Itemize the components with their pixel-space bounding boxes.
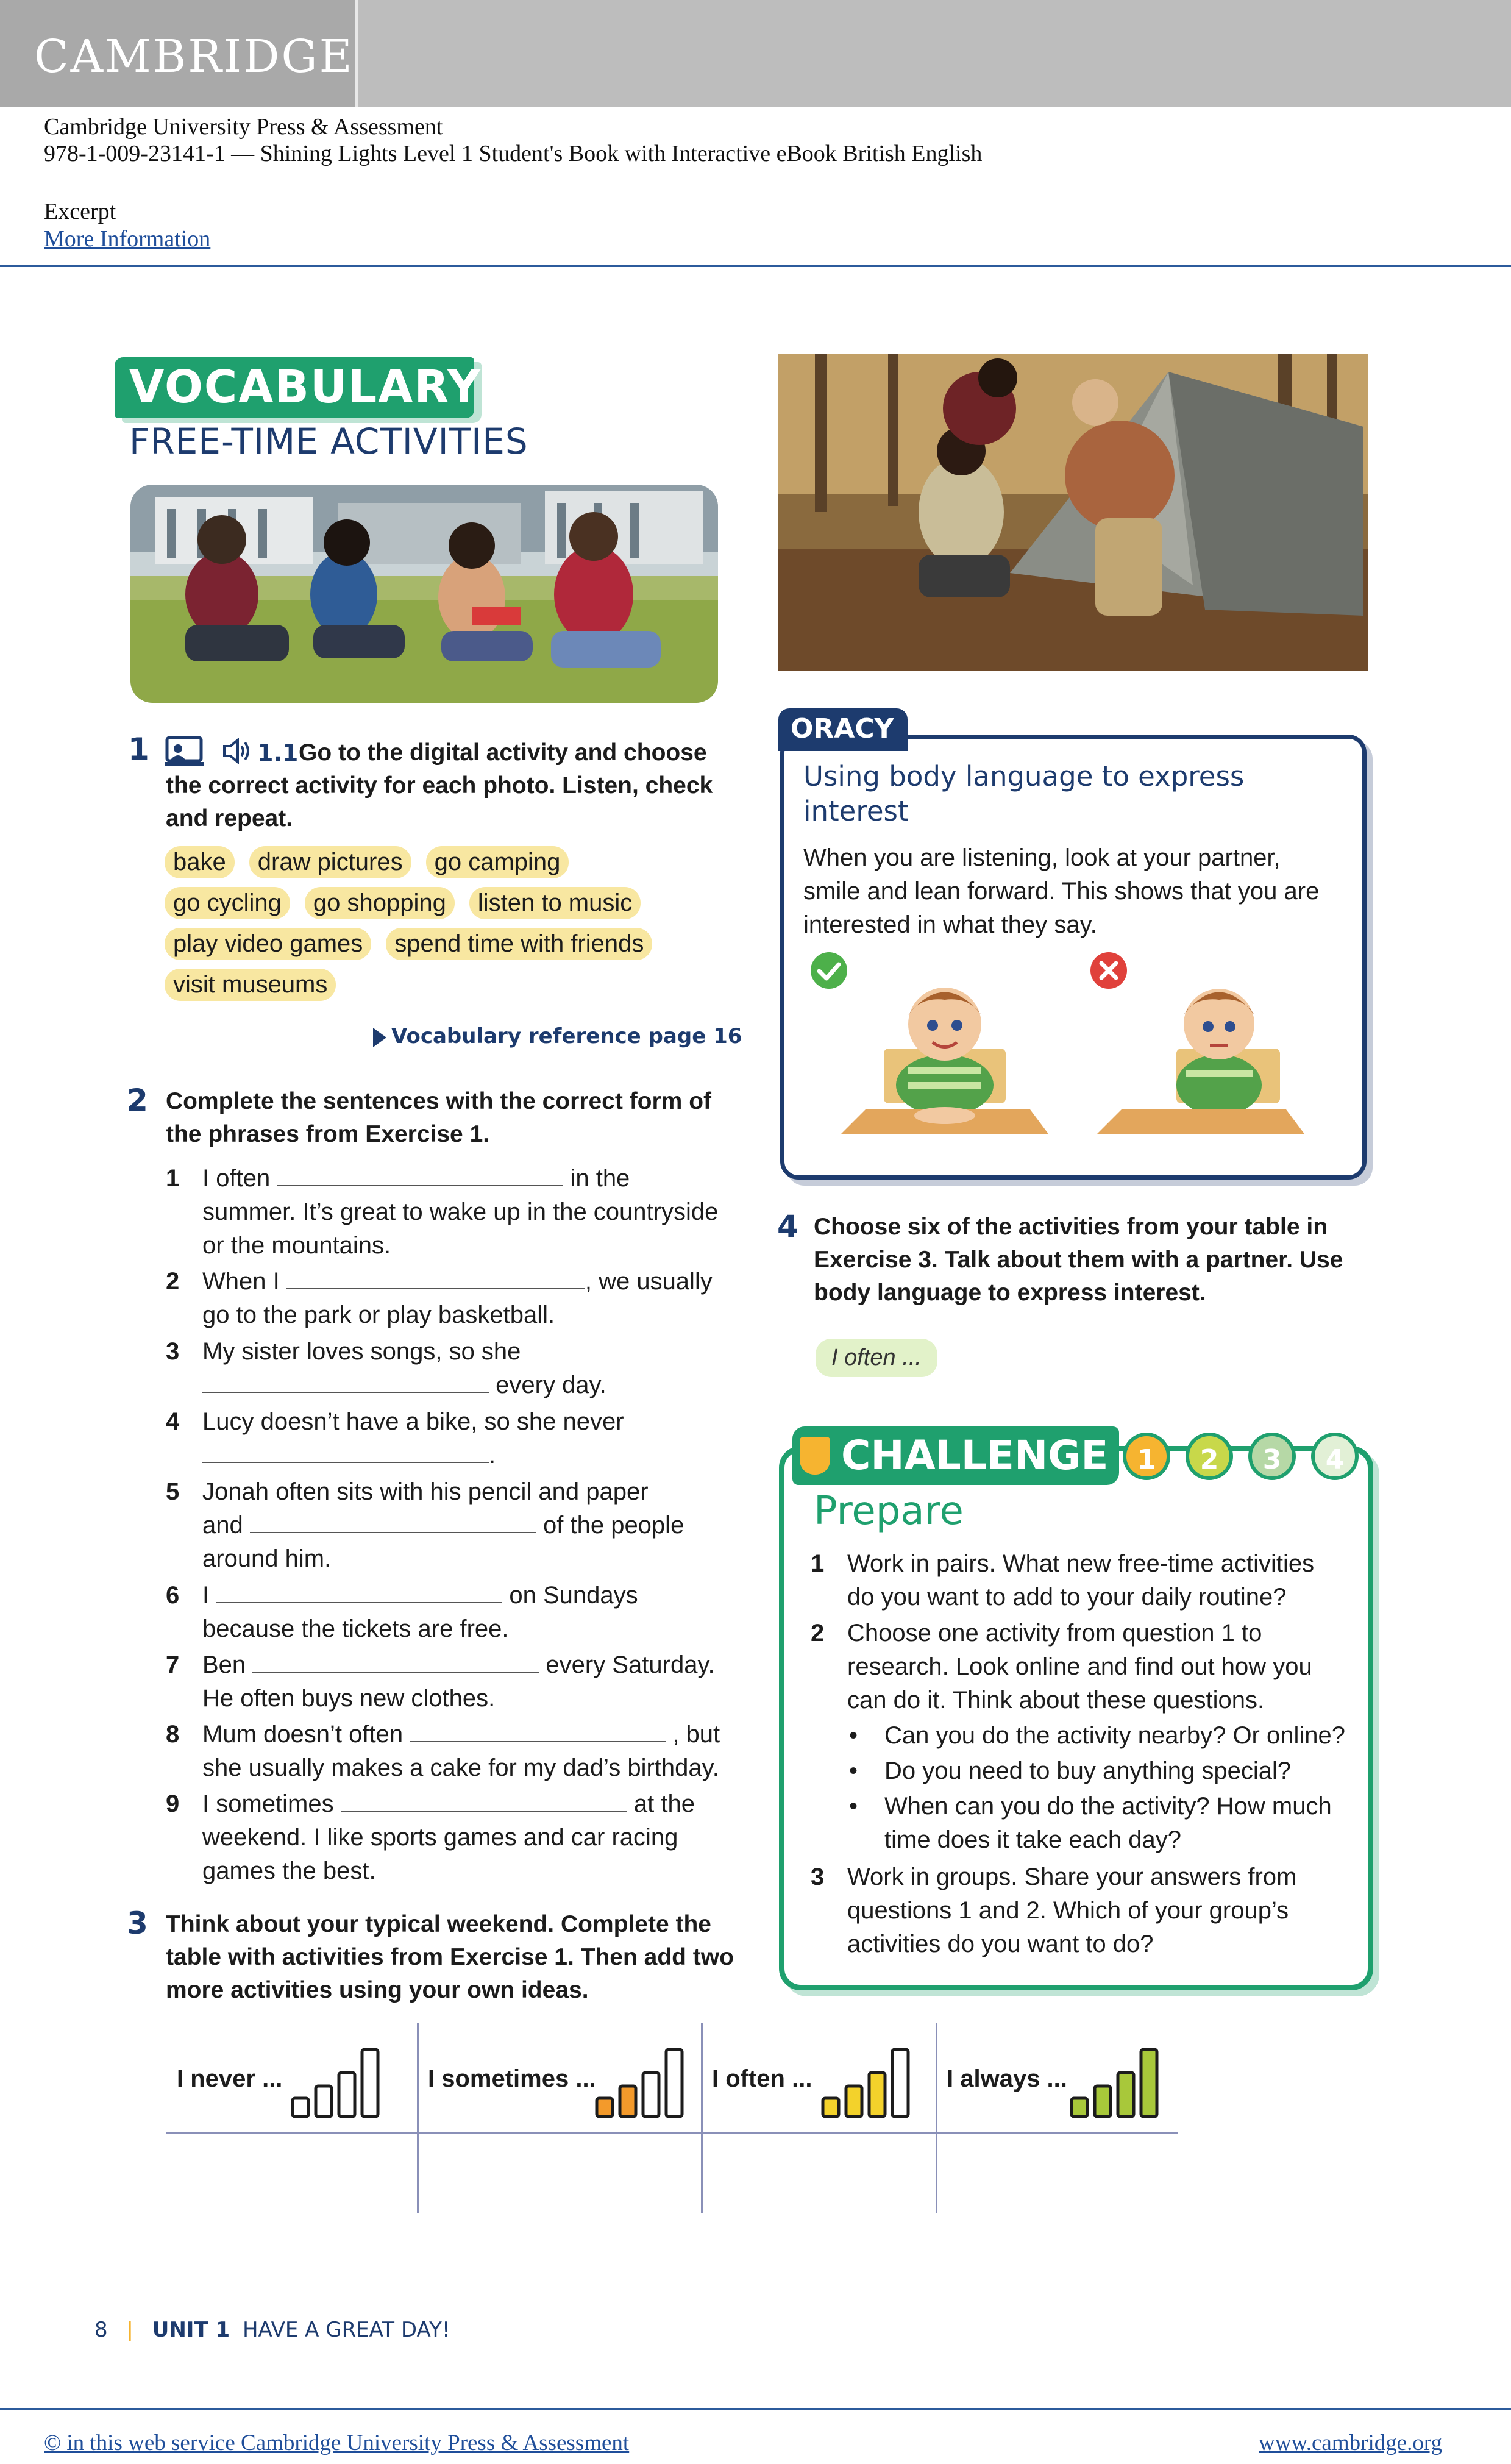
answer-blank[interactable] [277, 1162, 563, 1186]
challenge-text: do you want to add to your daily routine? [847, 1584, 1287, 1611]
sentence-text: . [489, 1442, 496, 1469]
unit-label: UNIT 1 [152, 2318, 230, 2342]
challenge-title: CHALLENGE [792, 1426, 1119, 1485]
boy-listening-illustration [817, 963, 1073, 1161]
sentence-text: every day. [496, 1372, 606, 1398]
sentence-text: Jonah often sits with his pencil and paper [202, 1478, 649, 1505]
speech-bubble: I often ... [816, 1339, 937, 1377]
sentence-text: games the best. [202, 1857, 376, 1884]
sentence-text: He often buys new clothes. [202, 1685, 496, 1712]
challenge-step-4: 4 [1311, 1433, 1359, 1480]
frequency-bars-sometimes-icon [594, 2046, 692, 2121]
sentence-7: 7 Ben every Saturday. He often buys new clothes. [166, 1648, 727, 1715]
unit-title: HAVE A GREAT DAY! [242, 2318, 450, 2342]
sentence-1: 1 I often in the summer. It’s great to wake up in the countryside or the mountains. [166, 1162, 727, 1262]
exercise-4-instruction-line3: body language to express interest. [814, 1280, 1206, 1306]
challenge-text: When can you do the activity? How much [884, 1793, 1332, 1820]
answer-blank[interactable] [250, 1509, 536, 1533]
boy-not-listening-illustration [1097, 963, 1353, 1161]
activity-chip: play video games [165, 928, 371, 960]
exercise-3-instruction-line3: more activities using your own ideas. [166, 1977, 589, 2003]
activity-chip: visit museums [165, 969, 336, 1001]
sentence-text: When I [202, 1268, 280, 1295]
frequency-bars-often-icon [820, 2046, 918, 2121]
copyright-link[interactable]: © in this web service Cambridge University Press & Assessment [44, 2430, 630, 2455]
oracy-text-line: smile and lean forward. This shows that you are [803, 878, 1320, 905]
exercise-1-instruction-line2: the correct activity for each photo. Listen, check [166, 772, 713, 799]
prepare-heading: Prepare [814, 1489, 964, 1534]
page-footer [94, 2318, 450, 2342]
bullet-icon: • [849, 1757, 858, 1784]
challenge-text: research. Look online and find out how you [847, 1653, 1312, 1680]
sentence-text: I often [202, 1165, 271, 1192]
table-header-sometimes: I sometimes ... [428, 2065, 596, 2092]
track-number: 1.1 [257, 739, 299, 766]
exercise-4-number: 4 [777, 1209, 798, 1244]
answer-blank[interactable] [202, 1369, 489, 1393]
challenge-bullet-1: Can you do the activity nearby? Or online? [884, 1722, 1345, 1749]
book-title: 978-1-009-23141-1 — Shining Lights Level 1 Student's Book with Interactive eBook British English [44, 141, 983, 166]
activity-chip: bake [165, 846, 235, 878]
table-column-divider [701, 2023, 703, 2213]
sentence-text: weekend. I like sports games and car racing [202, 1824, 678, 1851]
frequency-bars-always-icon [1069, 2046, 1167, 2121]
table-header-never: I never ... [177, 2065, 283, 2092]
publisher-info [44, 113, 982, 167]
play-triangle-icon [373, 1028, 386, 1047]
activity-chips [165, 846, 725, 1009]
sentence-text: because the tickets are free. [202, 1615, 509, 1642]
table-header-line [166, 2132, 1178, 2134]
exercise-3-instruction-line2: table with activities from Exercise 1. Then add two [166, 1944, 734, 1970]
challenge-text: time does it take each day? [884, 1826, 1181, 1853]
vocabulary-reference-label: Vocabulary reference page 16 [391, 1024, 742, 1049]
activity-chip: go shopping [305, 887, 455, 919]
sentence-text: at the [633, 1790, 695, 1817]
sentence-text: Lucy doesn’t have a bike, so she never [202, 1408, 624, 1435]
activity-chip: go camping [426, 846, 569, 878]
section-tag [115, 357, 482, 418]
frequency-bars-never-icon [290, 2046, 388, 2121]
activity-chip: spend time with friends [386, 928, 652, 960]
sentence-text: Ben [202, 1651, 246, 1678]
sentence-text: I [202, 1582, 210, 1609]
camping-photo-image [778, 354, 1368, 671]
table-header-often: I often ... [712, 2065, 812, 2092]
challenge-question-2: 2 Choose one activity from question 1 to research. Look online and find out how you can do it. Think about these questions. [811, 1617, 1347, 1717]
sentence-5: 5 Jonah often sits with his pencil and paper and of the people around him. [166, 1475, 727, 1576]
table-header-always: I always ... [947, 2065, 1067, 2092]
exercise-2-instruction-line1: Complete the sentences with the correct form of [166, 1088, 712, 1114]
excerpt-label: Excerpt [44, 199, 116, 224]
exercise-2-number: 2 [127, 1083, 148, 1118]
challenge-step-3: 3 [1248, 1433, 1296, 1480]
sentence-text: on Sundays [509, 1582, 638, 1609]
challenge-text: questions 1 and 2. Which of your group’s [847, 1897, 1289, 1924]
challenge-text: activities do you want to do? [847, 1931, 1154, 1957]
table-column-divider [936, 2023, 937, 2213]
challenge-text: Work in groups. Share your answers from [847, 1864, 1297, 1890]
section-subtitle: FREE-TIME ACTIVITIES [129, 421, 528, 462]
sentence-text: go to the park or play basketball. [202, 1301, 555, 1328]
sentence-text: Mum doesn’t often [202, 1721, 404, 1748]
sentence-text: summer. It’s great to wake up in the countryside [202, 1198, 719, 1225]
oracy-text [803, 841, 1352, 942]
sentence-text: , but [672, 1721, 720, 1748]
challenge-text: can do it. Think about these questions. [847, 1687, 1265, 1714]
challenge-bullet-3 [884, 1790, 1332, 1857]
page-number: 8 [94, 2318, 108, 2342]
challenge-bullet-2: Do you need to buy anything special? [884, 1757, 1292, 1784]
challenge-question-1: 1 Work in pairs. What new free-time activities do you want to add to your daily routine? [811, 1547, 1347, 1614]
sentence-text: she usually makes a cake for my dad’s birthday. [202, 1754, 719, 1781]
sentence-text: every Saturday. [546, 1651, 715, 1678]
sentence-2: 2 When I , we usually go to the park or play basketball. [166, 1265, 727, 1332]
sentence-text: in the [570, 1165, 630, 1192]
challenge-text: Work in pairs. What new free-time activities [847, 1550, 1315, 1577]
exercise-4-instruction-line2: Exercise 3. Talk about them with a partner. Use [814, 1247, 1343, 1273]
oracy-tag [778, 708, 908, 751]
table-column-divider [417, 2023, 419, 2213]
activity-chip: go cycling [165, 887, 290, 919]
sentence-text: and [202, 1512, 243, 1539]
answer-blank[interactable] [341, 1787, 627, 1812]
sentence-text: My sister loves songs, so she [202, 1338, 521, 1365]
sentence-text: or the mountains. [202, 1232, 391, 1259]
sentence-text: I sometimes [202, 1790, 334, 1817]
header-divider [0, 265, 1511, 267]
exercise-3-instruction-line1: Think about your typical weekend. Complete the [166, 1911, 711, 1937]
bullet-icon: • [849, 1722, 858, 1749]
answer-blank[interactable] [410, 1718, 666, 1742]
footer-divider [0, 2408, 1511, 2410]
oracy-text-line: interested in what they say. [803, 911, 1097, 938]
oracy-text-line: When you are listening, look at your partner, [803, 844, 1281, 871]
oracy-tag-label: ORACY [791, 713, 894, 744]
sentence-4: 4 Lucy doesn’t have a bike, so she never . [166, 1405, 727, 1472]
answer-blank[interactable] [202, 1439, 489, 1463]
challenge-question-3: 3 Work in groups. Share your answers from questions 1 and 2. Which of your group’s activities do you want to do? [811, 1860, 1347, 1961]
sentence-3: 3 My sister loves songs, so she every day. [166, 1335, 727, 1402]
section-tag-label: VOCABULARY [129, 361, 482, 413]
challenge-text: Choose one activity from question 1 to [847, 1620, 1262, 1647]
challenge-step-1: 1 [1123, 1433, 1170, 1480]
exercise-1-instruction-line1: Go to the digital activity and choose [299, 739, 707, 766]
website-link[interactable]: www.cambridge.org [1259, 2430, 1443, 2455]
camping-photo [778, 354, 1368, 671]
sentence-8: 8 Mum doesn’t often , but she usually makes a cake for my dad’s birthday. [166, 1718, 727, 1785]
exercise-2-instruction-line2: the phrases from Exercise 1. [166, 1121, 490, 1147]
audio-icon[interactable] [222, 738, 251, 767]
activity-chip: listen to music [469, 887, 641, 919]
sentence-6: 6 I on Sundays because the tickets are free. [166, 1579, 727, 1646]
exercise-3-number: 3 [127, 1906, 148, 1941]
challenge-step-2: 2 [1186, 1433, 1233, 1480]
digital-activity-icon[interactable] [165, 735, 208, 771]
students-photo [130, 485, 718, 703]
sentence-text: of the people [543, 1512, 684, 1539]
more-information-link[interactable]: More Information [44, 226, 211, 252]
footer-separator: | [126, 2318, 133, 2342]
bullet-icon: • [849, 1793, 858, 1820]
cambridge-logo: CAMBRIDGE [34, 30, 354, 83]
exercise-4-instruction-line1: Choose six of the activities from your table in [814, 1214, 1328, 1240]
sentence-9: 9 I sometimes at the weekend. I like sports games and car racing games the best. [166, 1787, 727, 1888]
students-photo-image [130, 485, 718, 703]
answer-blank[interactable] [286, 1265, 585, 1289]
exercise-1-instruction-line3: and repeat. [166, 805, 293, 831]
activity-chip: draw pictures [249, 846, 411, 878]
answer-blank[interactable] [252, 1648, 539, 1673]
vocabulary-reference-link[interactable] [373, 1024, 742, 1049]
sentence-text: around him. [202, 1545, 332, 1572]
sentence-text: , we usually [585, 1268, 713, 1295]
oracy-title: Using body language to express interest [803, 760, 1245, 827]
challenge-badge-icon [800, 1437, 830, 1475]
publisher-name: Cambridge University Press & Assessment [44, 114, 443, 140]
answer-blank[interactable] [216, 1579, 502, 1603]
exercise-1-number: 1 [128, 732, 149, 767]
